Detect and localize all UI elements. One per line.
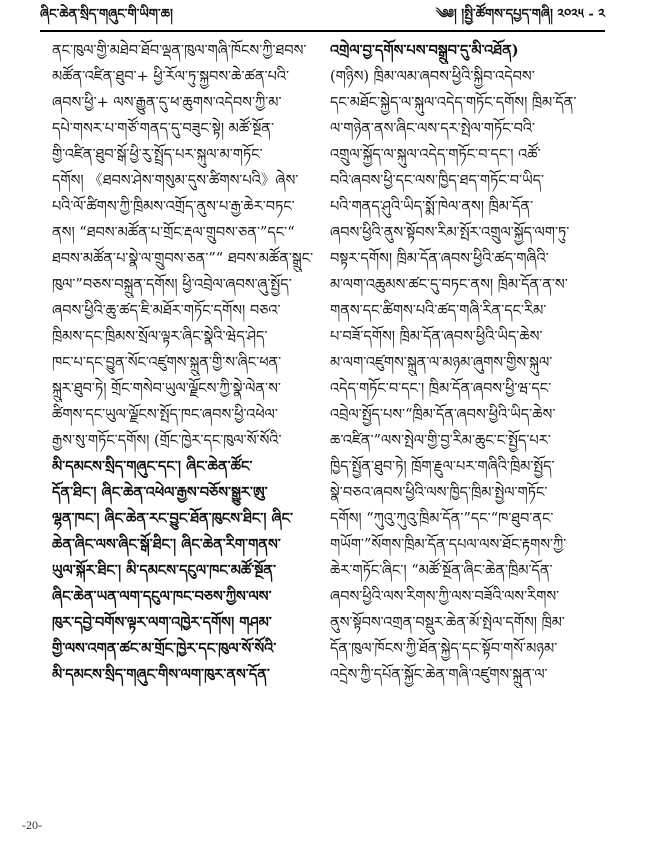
text-line: ཞབས་ཕྱིའི་ལས་རིགས་ཀྱི་ལས་བཟོའི་ལས་རིགས་ bbox=[330, 589, 560, 605]
text-line: འདྲེས་ཀྱི་དཔོན་སྐྱོང་ཆེན་གཞི་འཛུགས་སྐྲུན་ལ་ bbox=[330, 667, 548, 683]
text-line: མི་དམངས་སྲིད་གཞུང་དང་། ཞིང་ཆེན་ཚོང་ bbox=[52, 458, 253, 475]
text-line: དོན་ཁུལ་ཁོངས་ཀྱི་ཐོན་སྐྱེད་དང་སྟོབ་གསོ་མཉམ་ bbox=[330, 641, 558, 657]
text-line: ཚིགས་དང་ཡུལ་ལྗོངས་སྤོད་ཁང་ཞབས་ཕྱི་འཕེལ་ bbox=[52, 407, 278, 423]
text-line: ཁུལ་”བཅས་བསྐྲུན་དགོས། ཕྱི་འབྲེལ་ཞབས་ཞུ་སྤྱོད་ bbox=[52, 277, 292, 293]
text-line: འགྲེལ་བྱ་དགོས་པས་བསྒྲུབ་དུ་མི་འཐོན) bbox=[330, 42, 519, 59]
left-column bbox=[52, 38, 322, 688]
text-line: མཚོན་འཛིན་ཐུབ་+ ཕྱི་རོལ་ཏུ་སྐྱབས་ཆེ་ཚན་པའི་ bbox=[52, 69, 290, 85]
text-line: འབྲེལ་སྤྱོད་པས་“ཁྲིམ་དོན་ཞབས་ཕྱིའི་ཡིད་ཆེས་ bbox=[330, 407, 556, 423]
text-line: ནང་ཁུལ་གྱི་མཐེབ་ཐོབ་ལྡན་ཁུལ་གཞི་ཁོངས་ཀྱི་ཐབས་ bbox=[52, 43, 307, 59]
text-line: པའི་གནད་ཤུའི་ཡིད་སྨོ་ཁེལ་ནས། ཁྲིམ་དོན་ bbox=[330, 199, 534, 215]
text-line: དགོས། “ཀུའུ་ཀུའུ་ཁྲིམ་དོན་”དང་“ཁ་ཐུབ་ནང་ bbox=[330, 511, 554, 527]
text-line: བསྟར་དགོས། ཁྲིམ་དོན་ཞབས་ཕྱིའི་ཚད་གཞིའི་ bbox=[330, 251, 549, 267]
text-line: སྣེ་བཅའ་ཞབས་ཕྱིའི་ལས་ཁྱིད་ཁྲིམ་སྤྱེལ་གཏོང་ bbox=[330, 485, 548, 501]
text-line: དཔེ་གསར་པ་གཙོ་གནད་དུ་བཟུང་སྟེ། མཚོ་སྔོན་ bbox=[52, 121, 274, 137]
text-line: ཞིང་ཆེན་ཡན་ལག་དངུལ་ཁང་བཅས་ཀྱིས་ལས་ bbox=[52, 588, 272, 605]
text-line: དང་མཐོང་སྐྱེད་ལ་སྐུལ་འདེད་གཏོང་དགོས། ཁྲིམ་དོན་ bbox=[330, 95, 577, 111]
text-line: ཁྱིད་སྤྱོན་ཐུབ་ཏེ། ཁྲོག་རྗུལ་པར་གཞིའི་ཁྲིམ་སྤྱོད་ bbox=[330, 459, 555, 475]
text-line: མ་ལག་འཛུགས་སྐྲུན་ལ་མཉམ་ཞུགས་གྱིས་སྐུལ་ bbox=[330, 355, 553, 371]
text-line: ལྷན་ཁང་། ཞིང་ཆེན་རང་བྱུང་ཐོན་ཁུངས་ཐིང་། ཞིང་ bbox=[52, 510, 294, 527]
text-line: པ་བཟོ་དགོས། ཁྲིམ་དོན་ཞབས་ཕྱིའི་ཡིད་ཆེས་ bbox=[330, 329, 543, 345]
text-line: མ་ལག་འཆུམས་ཚང་དུ་བཏང་ནས། ཁྲིམ་དོན་ན་ས་ bbox=[330, 277, 568, 293]
text-line: གྱི་ལས་འགན་ཚང་མ་གྲོང་ཁྱེར་དང་ཁུལ་སོ་སོའི་ bbox=[52, 640, 277, 657]
text-line: (གཉིས) ཁྲིམ་ལམ་ཞབས་ཕྱིའི་སྐྱིབ་འདེབས་ bbox=[330, 69, 535, 85]
page-header bbox=[40, 6, 605, 28]
text-line: མི་དམངས་སྲིད་གཞུང་གིས་ལག་ཁུར་ནས་དོན་ bbox=[52, 666, 270, 683]
header-rule bbox=[40, 30, 605, 32]
text-line: ཞབས་ཕྱི་+ ལས་རྒྱུན་དུ་ཕ་ཆུགས་འདེབས་ཀྱི་མ་ bbox=[52, 95, 282, 111]
text-line: ནུས་སྟོབས་འགྲན་བསྡུར་ཆེན་མོ་སྤེལ་དགོས། ཁྲིམ་ bbox=[330, 615, 565, 631]
text-line: ནས། “ཐབས་མཚོན་པ་གྲོང་རྡལ་གྲུབས་ཅན་”དང་“ bbox=[52, 225, 295, 241]
text-line: པའི་ལོ་ཚིགས་ཀྱི་ཁྲིམས་འགྲོད་ནུས་པ་རྒྱ་ཆེར་བཏང་ bbox=[52, 199, 295, 215]
text-line: ཁུར་དབྱེ་བགོས་ལྟར་ལག་འཁྱེར་དགོས། གཤམ་ bbox=[52, 614, 272, 631]
text-line: ཞབས་ཕྱིའི་ཆུ་ཚད་ཇི་མཐོར་གཏོང་དགོས། བཅའ་ bbox=[52, 303, 281, 319]
text-line: གྱི་འཛིན་ཐུབ་སྒོ་ཕྱི་རུ་སྤྲོད་པར་སྐུལ་མ་གཏོང་ bbox=[52, 147, 263, 163]
text-line: ཆེར་གཏོང་ཞིང་། “མཚོ་སྔོན་ཞིང་ཆེན་ཁྲིམ་དོན་ bbox=[330, 563, 553, 579]
header-left-title: ཞིང་ཆེན་སྲིད་གཞུང་གི་ཡིག་ཆ། bbox=[40, 6, 173, 22]
text-line: འདེད་གཏོང་བ་དང་། ཁྲིམ་དོན་ཞབས་ཕྱི་ཝ་དང་ bbox=[330, 381, 552, 397]
page-number: -20- bbox=[22, 818, 42, 832]
text-line: ཐབས་མཚོན་པ་སྣེ་ལ་གྲུབས་ཅན་”“ ཐབས་མཚོན་སྒྲུང་ bbox=[52, 251, 314, 267]
text-line: ཡུལ་སྐོར་ཐིང་། མི་དམངས་དངུལ་ཁང་མཚོ་སྔོན་ bbox=[52, 562, 277, 579]
text-line: སྐྲུར་ཐུབ་ཏེ། གྲོང་གསེབ་ཡུལ་ལྗོངས་ཀྱི་སྣེ་ལེན་ས་ bbox=[52, 381, 281, 397]
text-line: ཆ་འཛིན་”ལས་སྤེལ་གྱི་བྱ་རིམ་ཆུང་ང་སྤྱོད་པར་ bbox=[330, 433, 551, 449]
text-line: ལ་གཉེན་ནས་ཞིང་ལས་དར་སྤེལ་གཏོང་བའི་ bbox=[330, 121, 536, 137]
text-line: ཁང་པ་དང་བྱུན་སོང་འཛུགས་སྐྲུན་གྱི་ས་ཞིང་ཕན་ bbox=[52, 355, 282, 371]
text-line: གཡོག་”སོགས་ཁྲིམ་དོན་དཔལ་ལས་ཐོང་རྟགས་ཀྱི་ bbox=[330, 537, 567, 553]
text-line: ཆེན་ཞིང་ལས་ཞིང་སྒོ་ཐིང་། ཞིང་ཆེན་རིག་གནས་ bbox=[52, 536, 281, 553]
text-line: གནས་དང་ཚིགས་པའི་ཚད་གཞི་རིན་དང་རིམ་ bbox=[330, 303, 547, 319]
header-right-title: ༄༅། །སྤྱི་ཚོགས་དཔྱད་གཞི། ༢༠༢༥ - ༢ bbox=[435, 6, 605, 22]
text-line: བའི་ཞབས་ཕྱི་དང་ལས་ཁྱིད་ཐད་གཏོང་བ་ཡིད་ bbox=[330, 173, 545, 189]
text-line: རྒྱས་སུ་གཏོང་དགོས། (གྲོང་ཁྱེར་དང་ཁུལ་སོ་སོའི་ bbox=[52, 433, 282, 449]
text-line: འགྲུལ་སྐྱོད་ལ་སྐུལ་འདེད་གཏོང་བ་དང་། འཚོ་ bbox=[330, 147, 541, 163]
text-line: ཁྲིམས་དང་ཁྲིམས་སྲོལ་ལྟར་ཞིང་སྣེའི་ཝེད་ཤེད་ bbox=[52, 329, 268, 345]
text-line: དགོས། 《ཐབས་ཤེས་གསུམ་དུས་ཚིགས་པའི》ཞེས་ bbox=[52, 173, 299, 189]
right-column bbox=[330, 38, 600, 688]
text-line: ཞབས་ཕྱིའི་ནུས་སྟོབས་རིམ་སྤོར་འགྲུལ་སྐྱོད་ལག་ཏུ་ bbox=[330, 225, 570, 241]
text-line: དོན་ཐིང་། ཞིང་ཆེན་འཕེལ་རྒྱས་བཅོས་སྒྱུར་ཨུ་ bbox=[52, 484, 268, 501]
